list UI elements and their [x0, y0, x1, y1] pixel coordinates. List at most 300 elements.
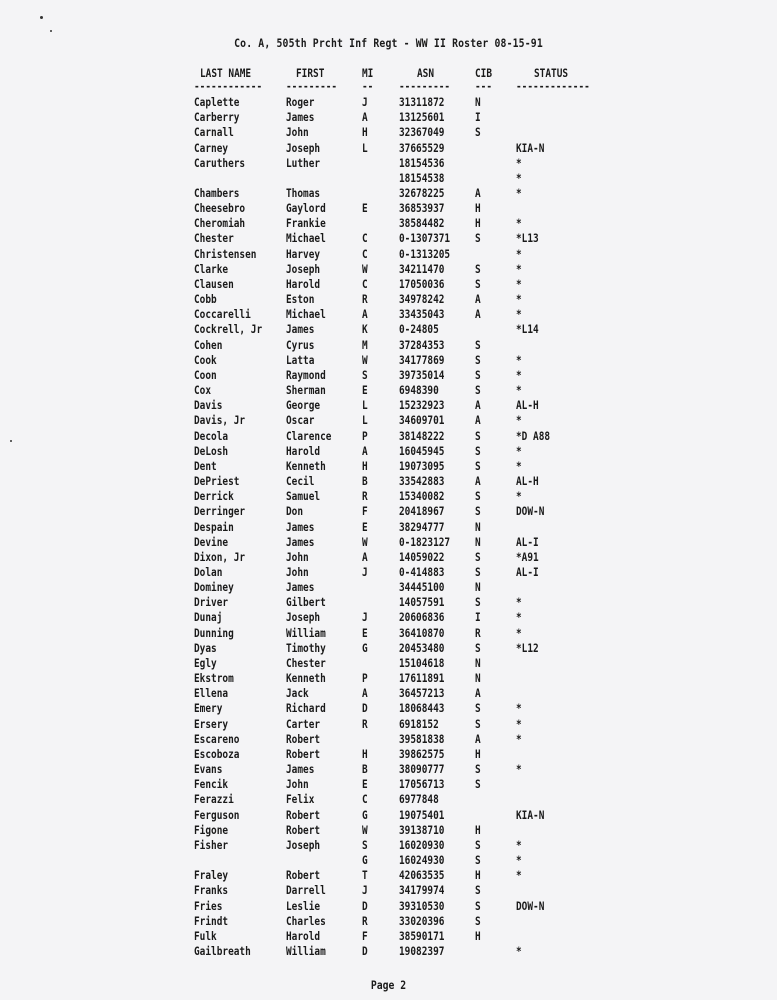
cell-asn: 14057591	[399, 595, 445, 610]
cell-cib: S	[475, 640, 481, 655]
cell-first-name: Kenneth	[286, 458, 326, 473]
cell-first-name: James	[286, 580, 315, 595]
table-row	[0, 338, 777, 353]
cell-first-name: Frankie	[286, 216, 326, 231]
cell-status: *A91	[516, 549, 539, 564]
cell-cib: H	[475, 928, 481, 943]
cell-first-name: Roger	[286, 95, 315, 109]
cell-mi: C	[362, 246, 368, 261]
cell-mi: H	[362, 125, 368, 140]
cell-mi: E	[362, 383, 368, 397]
cell-cib: A	[475, 292, 481, 307]
cell-asn: 31311872	[399, 95, 445, 109]
cell-asn: 32367049	[399, 125, 445, 140]
cell-mi: S	[362, 367, 368, 382]
cell-last-name: Emery	[194, 701, 223, 716]
cell-status: *	[516, 307, 522, 322]
cell-asn: 39581838	[399, 731, 445, 746]
cell-last-name: Cheesebro	[194, 201, 246, 216]
cell-mi: G	[362, 853, 368, 867]
cell-first-name: James	[286, 762, 315, 776]
cell-mi: B	[362, 474, 368, 488]
cell-first-name: Thomas	[286, 186, 321, 200]
cell-cib: N	[475, 519, 481, 534]
cell-first-name: Richard	[286, 701, 326, 716]
cell-first-name: Robert	[286, 822, 321, 837]
cell-cib: N	[475, 95, 481, 109]
cell-first-name: James	[286, 519, 315, 534]
cell-mi: E	[362, 519, 368, 534]
cell-cib: I	[475, 610, 481, 625]
cell-asn: 20418967	[399, 504, 445, 519]
cell-cib: S	[475, 716, 481, 731]
header-status: STATUS	[534, 66, 569, 80]
header-last-name: LAST NAME	[200, 66, 252, 80]
rule-mi: --	[362, 79, 374, 93]
cell-last-name: Carnall	[194, 125, 234, 140]
cell-cib: S	[475, 231, 481, 246]
cell-last-name: Evans	[194, 762, 223, 776]
cell-last-name: Coon	[194, 367, 217, 382]
cell-first-name: Joseph	[286, 140, 321, 155]
table-row	[0, 171, 777, 186]
cell-status: *	[516, 367, 522, 382]
table-row	[0, 247, 777, 262]
table-row	[0, 156, 777, 171]
cell-status: AL-I	[516, 534, 539, 549]
table-row	[0, 944, 777, 959]
cell-last-name: Dolan	[194, 565, 223, 579]
cell-mi: P	[362, 428, 368, 443]
cell-mi: W	[362, 534, 368, 549]
cell-first-name: Chester	[286, 655, 326, 670]
cell-last-name: Cook	[194, 352, 217, 367]
cell-mi: F	[362, 928, 368, 943]
cell-first-name: James	[286, 110, 315, 125]
cell-status: *	[516, 837, 522, 852]
table-row	[0, 853, 777, 868]
cell-asn: 0-1313205	[399, 246, 451, 261]
cell-cib: A	[475, 307, 481, 322]
rule-status: -------------	[516, 79, 590, 93]
cell-last-name: Carberry	[194, 110, 240, 125]
cell-mi: R	[362, 716, 368, 731]
table-row	[0, 307, 777, 322]
cell-asn: 6948390	[399, 383, 439, 397]
cell-mi: C	[362, 792, 368, 807]
cell-mi: E	[362, 201, 368, 216]
cell-mi: J	[362, 610, 368, 625]
cell-asn: 17611891	[399, 671, 445, 686]
cell-asn: 0-1823127	[399, 534, 451, 549]
cell-asn: 42063535	[399, 868, 445, 883]
header-cib: CIB	[475, 66, 493, 80]
cell-asn: 32678225	[399, 186, 445, 200]
cell-status: *	[516, 944, 522, 958]
cell-cib: A	[475, 398, 481, 413]
table-row	[0, 110, 777, 125]
table-row	[0, 610, 777, 625]
table-row	[0, 520, 777, 535]
cell-last-name: Frindt	[194, 913, 229, 928]
table-row	[0, 929, 777, 944]
cell-last-name: Figone	[194, 822, 229, 837]
cell-cib: A	[475, 413, 481, 428]
cell-asn: 34211470	[399, 261, 445, 276]
cell-last-name: Cox	[194, 383, 212, 397]
cell-asn: 0-414883	[399, 565, 445, 579]
cell-cib: A	[475, 731, 481, 746]
cell-status: *	[516, 731, 522, 746]
cell-mi: D	[362, 944, 368, 958]
cell-asn: 6977848	[399, 792, 439, 807]
cell-asn: 37665529	[399, 140, 445, 155]
cell-first-name: Robert	[286, 807, 321, 822]
cell-mi: L	[362, 140, 368, 155]
cell-asn: 34179974	[399, 883, 445, 898]
cell-last-name: Ferazzi	[194, 792, 234, 807]
cell-cib: H	[475, 216, 481, 231]
cell-cib: S	[475, 595, 481, 610]
cell-mi: R	[362, 913, 368, 928]
cell-status: *D A88	[516, 428, 551, 443]
cell-last-name: Gailbreath	[194, 944, 251, 958]
cell-status: *	[516, 489, 522, 504]
cell-last-name: Clarke	[194, 261, 229, 276]
table-row	[0, 808, 777, 823]
cell-last-name: Fisher	[194, 837, 229, 852]
cell-asn: 20606836	[399, 610, 445, 625]
cell-mi: T	[362, 868, 368, 883]
cell-status: *	[516, 170, 522, 185]
cell-cib: R	[475, 625, 481, 640]
cell-mi: L	[362, 413, 368, 428]
cell-mi: D	[362, 701, 368, 716]
table-row	[0, 322, 777, 337]
table-row	[0, 444, 777, 459]
table-row	[0, 550, 777, 565]
cell-first-name: Gilbert	[286, 595, 326, 610]
cell-first-name: John	[286, 125, 309, 140]
table-row	[0, 95, 777, 110]
cell-cib: I	[475, 110, 481, 125]
table-row	[0, 262, 777, 277]
cell-first-name: John	[286, 777, 309, 792]
table-row	[0, 398, 777, 413]
table-row	[0, 504, 777, 519]
cell-last-name: Escareno	[194, 731, 240, 746]
header-mi: MI	[362, 66, 374, 80]
table-row	[0, 626, 777, 641]
rule-cib: ---	[475, 79, 493, 93]
cell-status: *	[516, 625, 522, 640]
page-number: Page 2	[370, 978, 407, 992]
table-row	[0, 868, 777, 883]
cell-first-name: Harold	[286, 443, 321, 458]
cell-cib: A	[475, 686, 481, 701]
cell-asn: 33435043	[399, 307, 445, 322]
table-row	[0, 595, 777, 610]
cell-last-name: DeLosh	[194, 443, 229, 458]
cell-status: *	[516, 762, 522, 776]
cell-last-name: Cohen	[194, 337, 223, 352]
cell-status: *	[516, 443, 522, 458]
table-row	[0, 216, 777, 231]
cell-first-name: Don	[286, 504, 304, 519]
cell-asn: 39310530	[399, 898, 445, 913]
cell-mi: J	[362, 565, 368, 579]
table-row	[0, 671, 777, 686]
cell-cib: S	[475, 549, 481, 564]
cell-last-name: Ellena	[194, 686, 229, 701]
cell-mi: E	[362, 625, 368, 640]
cell-status: *	[516, 292, 522, 307]
cell-mi: D	[362, 898, 368, 913]
cell-asn: 14059022	[399, 549, 445, 564]
cell-first-name: Cecil	[286, 474, 315, 488]
cell-mi: W	[362, 822, 368, 837]
cell-asn: 38148222	[399, 428, 445, 443]
table-row	[0, 762, 777, 777]
cell-asn: 19073095	[399, 458, 445, 473]
paper-speck	[40, 16, 43, 19]
header-first: FIRST	[296, 66, 325, 80]
cell-last-name: Christensen	[194, 246, 257, 261]
cell-mi: W	[362, 261, 368, 276]
cell-cib: S	[475, 913, 481, 928]
cell-status: *	[516, 868, 522, 883]
cell-cib: H	[475, 746, 481, 761]
cell-cib: A	[475, 474, 481, 488]
table-row	[0, 353, 777, 368]
cell-last-name: Cobb	[194, 292, 217, 307]
cell-mi: J	[362, 95, 368, 109]
cell-asn: 15340082	[399, 489, 445, 504]
table-row	[0, 429, 777, 444]
cell-status: AL-I	[516, 565, 539, 579]
cell-asn: 16024930	[399, 853, 445, 867]
cell-last-name: Chester	[194, 231, 234, 246]
cell-asn: 13125601	[399, 110, 445, 125]
cell-asn: 20453480	[399, 640, 445, 655]
table-row	[0, 459, 777, 474]
cell-status: *L13	[516, 231, 539, 246]
table-row	[0, 914, 777, 929]
table-row	[0, 838, 777, 853]
cell-asn: 34177869	[399, 352, 445, 367]
cell-cib: H	[475, 822, 481, 837]
cell-cib: S	[475, 261, 481, 276]
cell-status: *	[516, 216, 522, 231]
cell-first-name: Michael	[286, 307, 326, 322]
table-row	[0, 535, 777, 550]
table-row	[0, 792, 777, 807]
cell-mi: M	[362, 337, 368, 352]
cell-first-name: Harvey	[286, 246, 321, 261]
cell-cib: S	[475, 883, 481, 898]
cell-mi: G	[362, 807, 368, 822]
cell-asn: 38090777	[399, 762, 445, 776]
cell-status: *	[516, 276, 522, 291]
cell-asn: 34445100	[399, 580, 445, 595]
cell-first-name: Eston	[286, 292, 315, 307]
cell-last-name: Ersery	[194, 716, 229, 731]
table-row	[0, 368, 777, 383]
cell-cib: H	[475, 868, 481, 883]
cell-first-name: Raymond	[286, 367, 326, 382]
cell-cib: S	[475, 428, 481, 443]
cell-mi: R	[362, 292, 368, 307]
table-row	[0, 474, 777, 489]
cell-mi: A	[362, 443, 368, 458]
cell-asn: 37284353	[399, 337, 445, 352]
cell-status: AL-H	[516, 474, 539, 488]
table-row	[0, 580, 777, 595]
cell-cib: H	[475, 201, 481, 216]
cell-mi: A	[362, 549, 368, 564]
cell-last-name: Ekstrom	[194, 671, 234, 686]
cell-first-name: Oscar	[286, 413, 315, 428]
table-row	[0, 701, 777, 716]
cell-mi: A	[362, 686, 368, 701]
cell-last-name: Clausen	[194, 276, 234, 291]
cell-status: *	[516, 610, 522, 625]
cell-mi: J	[362, 883, 368, 898]
cell-asn: 39735014	[399, 367, 445, 382]
cell-first-name: James	[286, 534, 315, 549]
table-row	[0, 201, 777, 216]
table-row	[0, 277, 777, 292]
cell-mi: R	[362, 489, 368, 504]
cell-first-name: Kenneth	[286, 671, 326, 686]
cell-status: *	[516, 595, 522, 610]
cell-cib: S	[475, 352, 481, 367]
cell-mi: A	[362, 307, 368, 322]
table-row	[0, 777, 777, 792]
cell-last-name: Cheromiah	[194, 216, 246, 231]
cell-mi: G	[362, 640, 368, 655]
cell-asn: 16045945	[399, 443, 445, 458]
cell-first-name: Samuel	[286, 489, 321, 504]
cell-last-name: Dent	[194, 458, 217, 473]
cell-first-name: William	[286, 625, 326, 640]
cell-cib: S	[475, 853, 481, 867]
cell-status: *	[516, 383, 522, 397]
cell-last-name: Caplette	[194, 95, 240, 109]
cell-status: *L14	[516, 322, 539, 337]
cell-mi: A	[362, 110, 368, 125]
cell-first-name: Robert	[286, 746, 321, 761]
table-row	[0, 823, 777, 838]
cell-last-name: Ferguson	[194, 807, 240, 822]
cell-status: DOW-N	[516, 898, 545, 913]
cell-first-name: Cyrus	[286, 337, 315, 352]
cell-mi: K	[362, 322, 368, 337]
cell-cib: S	[475, 458, 481, 473]
cell-mi: L	[362, 398, 368, 413]
rule-first: ---------	[286, 79, 338, 93]
cell-first-name: Robert	[286, 731, 321, 746]
cell-cib: S	[475, 701, 481, 716]
cell-mi: C	[362, 231, 368, 246]
cell-last-name: Egly	[194, 655, 217, 670]
cell-first-name: Clarence	[286, 428, 332, 443]
cell-last-name: Fulk	[194, 928, 217, 943]
table-row	[0, 565, 777, 580]
cell-mi: W	[362, 352, 368, 367]
cell-status: AL-H	[516, 398, 539, 413]
cell-mi: F	[362, 504, 368, 519]
cell-first-name: James	[286, 322, 315, 337]
cell-last-name: Dyas	[194, 640, 217, 655]
cell-asn: 18068443	[399, 701, 445, 716]
cell-status: *	[516, 413, 522, 428]
rule-last: ------------	[194, 79, 263, 93]
table-row	[0, 413, 777, 428]
cell-cib: S	[475, 443, 481, 458]
cell-asn: 16020930	[399, 837, 445, 852]
cell-last-name: Fencik	[194, 777, 229, 792]
cell-status: *	[516, 701, 522, 716]
cell-cib: N	[475, 534, 481, 549]
cell-first-name: Joseph	[286, 261, 321, 276]
cell-asn: 38584482	[399, 216, 445, 231]
cell-cib: S	[475, 383, 481, 397]
cell-asn: 19075401	[399, 807, 445, 822]
cell-status: KIA-N	[516, 807, 545, 822]
cell-cib: S	[475, 565, 481, 579]
cell-last-name: Davis, Jr	[194, 413, 246, 428]
cell-asn: 0-1307371	[399, 231, 451, 246]
table-row	[0, 641, 777, 656]
cell-status: *	[516, 155, 522, 170]
cell-status: *	[516, 853, 522, 867]
cell-first-name: William	[286, 944, 326, 958]
cell-first-name: John	[286, 565, 309, 579]
cell-last-name: Davis	[194, 398, 223, 413]
cell-asn: 36457213	[399, 686, 445, 701]
cell-asn: 39862575	[399, 746, 445, 761]
cell-mi: C	[362, 276, 368, 291]
cell-cib: N	[475, 671, 481, 686]
header-asn: ASN	[417, 66, 435, 80]
cell-cib: S	[475, 504, 481, 519]
cell-last-name: Decola	[194, 428, 229, 443]
cell-asn: 34609701	[399, 413, 445, 428]
cell-asn: 17056713	[399, 777, 445, 792]
cell-cib: S	[475, 125, 481, 140]
cell-cib: N	[475, 580, 481, 595]
table-row	[0, 899, 777, 914]
cell-asn: 15232923	[399, 398, 445, 413]
cell-first-name: Darrell	[286, 883, 326, 898]
cell-status: KIA-N	[516, 140, 545, 155]
cell-asn: 19082397	[399, 944, 445, 958]
cell-asn: 36410870	[399, 625, 445, 640]
table-row	[0, 747, 777, 762]
cell-status: *	[516, 246, 522, 261]
cell-first-name: Harold	[286, 276, 321, 291]
cell-asn: 0-24805	[399, 322, 439, 337]
cell-last-name: Escoboza	[194, 746, 240, 761]
rule-asn: ---------	[399, 79, 451, 93]
cell-cib: S	[475, 762, 481, 776]
cell-last-name: Dunning	[194, 625, 234, 640]
cell-last-name: Dominey	[194, 580, 234, 595]
cell-first-name: Felix	[286, 792, 315, 807]
cell-status: *	[516, 261, 522, 276]
cell-status: *	[516, 458, 522, 473]
